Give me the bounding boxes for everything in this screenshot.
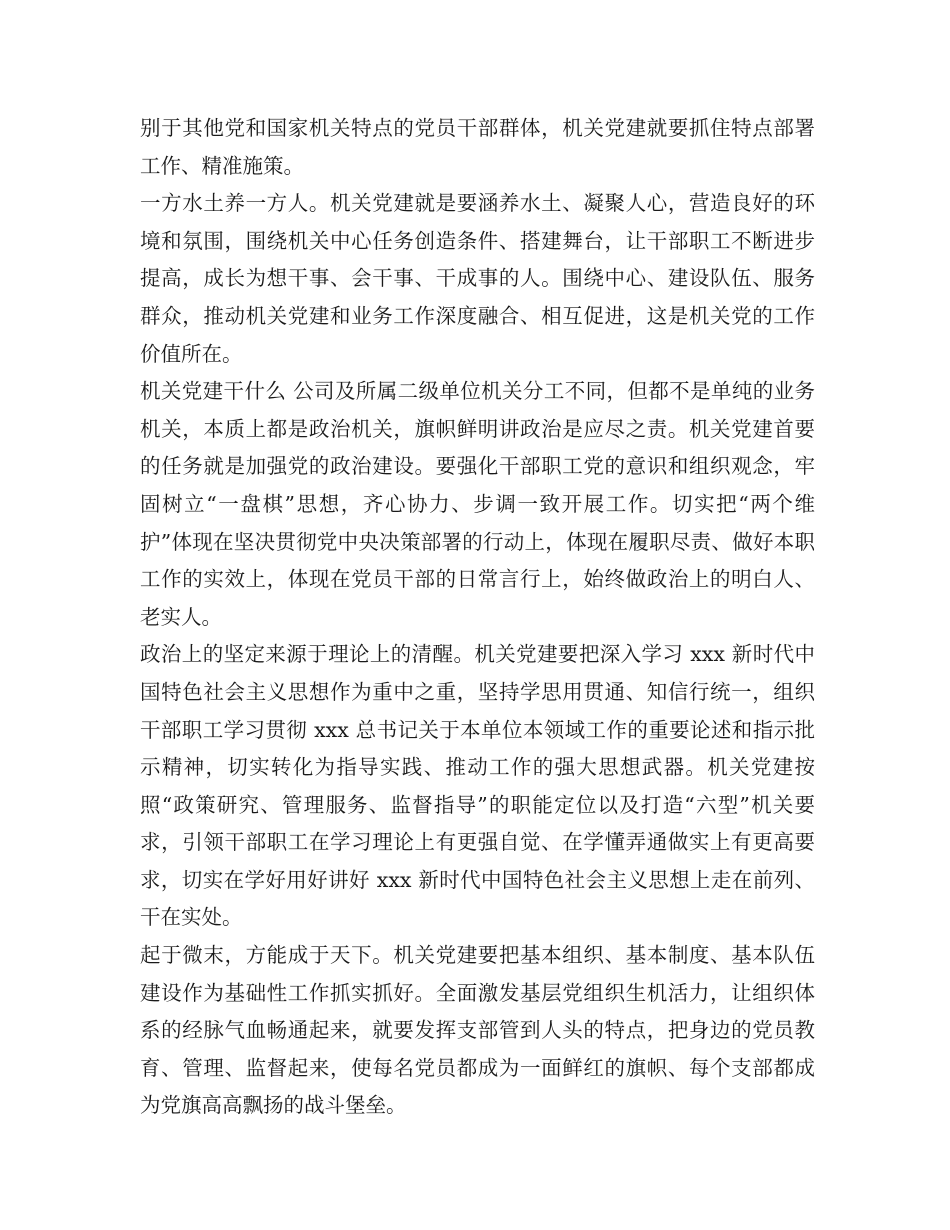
paragraph-4: 政治上的坚定来源于理论上的清醒。机关党建要把深入学习 xxx 新时代中国特色社会主义思想作为重中之重，坚持学思用贯通、知信行统一，组织干部职工学习贯彻 xxx 总书记关于本单位本领域工作的重要论述和指示批示精神，切实转化为指导实践、推动工作的强大思想武器。机关党建按照“政策研究、管理服务、监督指导”的职能定位以及打造“六型”机关要求，引领干部职工在学习理论上有更强自觉、在学懂弄通做实上有更高要求，切实在学好用好讲好 xxx 新时代中国特色社会主义思想上走在前列、干在实处。 bbox=[140, 642, 815, 930]
paragraph-3: 机关党建干什么 公司及所属二级单位机关分工不同，但都不是单纯的业务机关，本质上都是政治机关，旗帜鲜明讲政治是应尽之责。机关党建首要的任务就是加强党的政治建设。要强化干部职工党的意识和组织观念，牢固树立“一盘棋”思想，齐心协力、步调一致开展工作。切实把“两个维护”体现在坚决贯彻党中央决策部署的行动上，体现在履职尽责、做好本职工作的实效上，体现在党员干部的日常言行上，始终做政治上的明白人、老实人。 bbox=[140, 379, 815, 629]
paragraph-5: 起于微末，方能成于天下。机关党建要把基本组织、基本制度、基本队伍建设作为基础性工作抓实抓好。全面激发基层党组织生机活力，让组织体系的经脉气血畅通起来，就要发挥支部管到人头的特点，把身边的党员教育、管理、监督起来，使每名党员都成为一面鲜红的旗帜、每个支部都成为党旗高高飘扬的战斗堡垒。 bbox=[140, 943, 815, 1118]
paragraph-2: 一方水土养一方人。机关党建就是要涵养水土、凝聚人心，营造良好的环境和氛围，围绕机关中心任务创造条件、搭建舞台，让干部职工不断进步提高，成长为想干事、会干事、干成事的人。围绕中心、建设队伍、服务群众，推动机关党建和业务工作深度融合、相互促进，这是机关党的工作价值所在。 bbox=[140, 191, 815, 366]
document-body bbox=[140, 110, 815, 1125]
paragraph-1: 别于其他党和国家机关特点的党员干部群体，机关党建就要抓住特点部署工作、精准施策。 bbox=[140, 116, 815, 178]
